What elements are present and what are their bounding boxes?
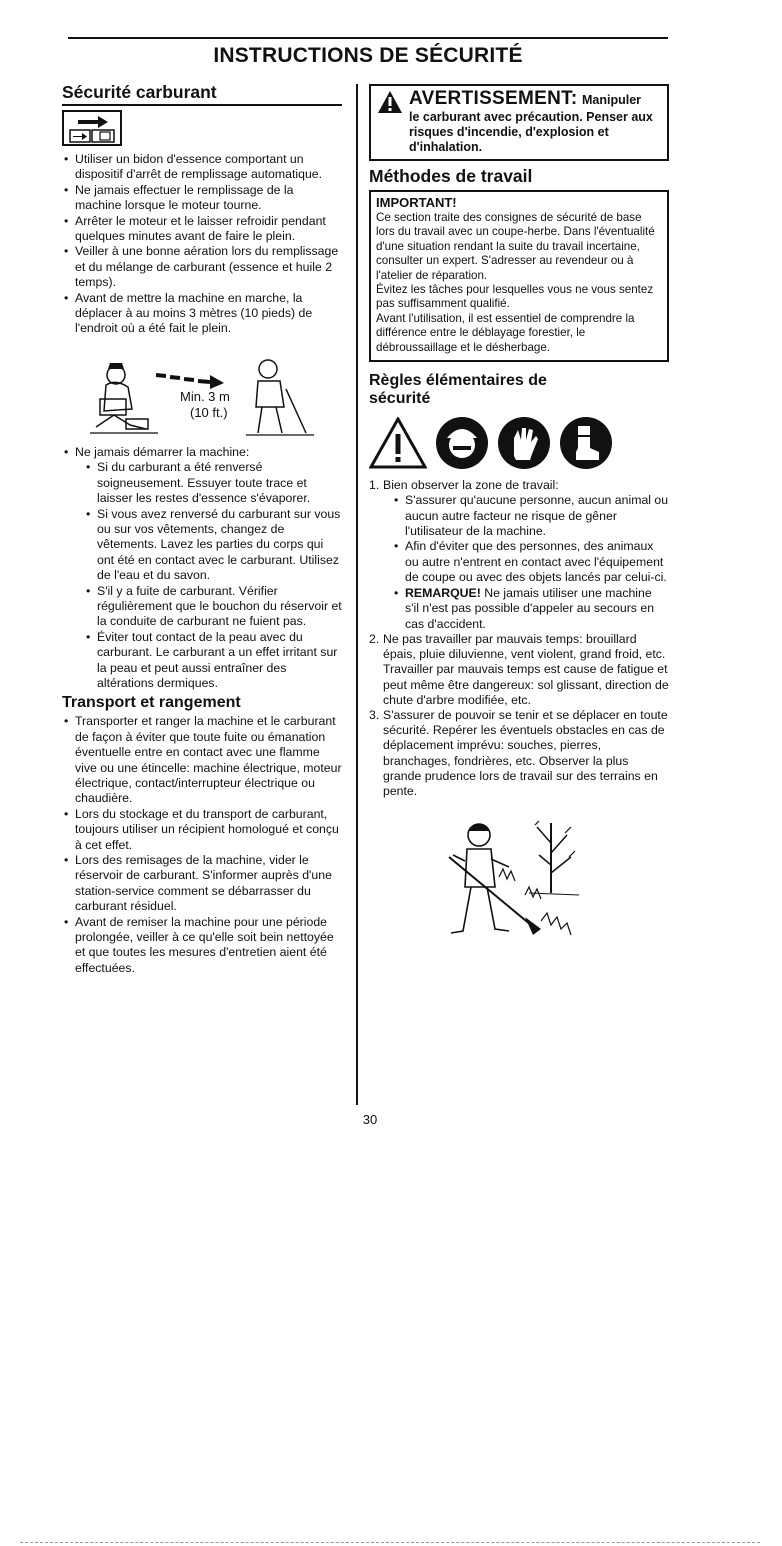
start-bullet-list — [62, 445, 342, 692]
list-item: • Afin d'éviter que des personnes, des animaux ou autre n'entrent en contact avec l'équipement de coupe ou avec des objets lancés par celui-ci. — [393, 539, 669, 585]
rules-list — [369, 478, 669, 799]
rule1-sub-list — [383, 493, 669, 632]
methods-title: Méthodes de travail — [369, 166, 533, 186]
rule-text: S'assurer de pouvoir se tenir et se déplacer en toute sécurité. Repérer les éventuels obstacles en cas de déplacement imprévu: souches, pierres, branchages, fondrières, etc. Observer la plus grande prudence lors de travail sur des terrains en pente. — [383, 707, 668, 798]
trimmer-operator-illustration — [429, 813, 589, 943]
page-title: INSTRUCTIONS DE SÉCURITÉ — [213, 44, 523, 67]
note-label: REMARQUE! — [405, 585, 481, 600]
list-item: • Si du carburant a été renversé soigneusement. Essuyer toute trace et laisser les restes d'essence s'évaporer. — [85, 460, 342, 506]
warning-label: AVERTISSEMENT: — [409, 88, 578, 109]
warning-triangle-icon — [369, 417, 427, 469]
safety-icon-row — [369, 416, 669, 470]
left-column — [62, 82, 342, 976]
transport-bullet-list — [62, 714, 342, 976]
page-header — [68, 37, 668, 68]
important-paragraph: Évitez les tâches pour lesquelles vous ne vous sentez pas suffisamment qualifié. — [376, 283, 654, 311]
rule-text: Ne pas travailler par mauvais temps: brouillard épais, pluie diluvienne, vent violent, grand froid, etc. Travailler par mauvais temps est cause de fatigue et peut même être dangereux: sol glissant, direction de chute d'arbre modifiée, etc. — [383, 631, 669, 707]
list-item: • Utiliser un bidon d'essence comportant un dispositif d'arrêt de remplissage automatique. — [62, 152, 342, 183]
list-item: • Éviter tout contact de la peau avec du carburant. Le carburant a un effet irritant sur la peau et peut aussi entraîner des altérations dermiques. — [85, 630, 342, 692]
list-item — [62, 445, 342, 692]
fuel-nozzle-icon — [62, 110, 122, 146]
boots-protection-icon — [559, 416, 613, 470]
list-item: 1. Bien observer la zone de travail: • S'assurer qu'aucune personne, aucun animal ou aucun autre facteur ne risque de gêner l'utilisateur de la machine. • Afin d'éviter que des personnes, des animaux ou autre n'entrent en contact avec l'équipement de coupe ou avec des objets lancés par celui-ci. • REMARQUE! Ne jamais utiliser une machine s'il n'est pas possible d'appeler au secours en cas d'accident. — [369, 478, 669, 632]
list-item: • Transporter et ranger la machine et le carburant de façon à éviter que toute fuite ou émanation éventuelle entre en contact avec une flamme vive ou une étincelle: machine électrique, moteur électrique, contact/interrupteur électrique ou chaudière. — [62, 714, 342, 806]
list-item: • S'il y a fuite de carburant. Vérifier régulièrement que le bouchon du réservoir et la conduite de carburant ne fuient pas. — [85, 584, 342, 630]
list-item: • S'assurer qu'aucune personne, aucun animal ou aucun autre facteur ne risque de gêner l'utilisateur de la machine. — [393, 493, 669, 539]
list-item: • Avant de remiser la machine pour une période prolongée, veiller à ce qu'elle soit bein nettoyée et que toutes les mesures d'entretien aient été effectuées. — [62, 915, 342, 977]
warning-tail: Manipuler — [581, 93, 642, 107]
list-item: • Si vous avez renversé du carburant sur vous ou sur vos vêtements, changez de vêtements. Lavez les parties du corps qui ont été en contact avec le carburant. Utilisez de l'eau et du savon. — [85, 507, 342, 584]
fig-min-label: Min. 3 m — [180, 388, 230, 404]
helmet-protection-icon — [435, 416, 489, 470]
fuel-safety-title: Sécurité carburant — [62, 82, 342, 106]
list-item: • Lors des remisages de la machine, vider le réservoir de carburant. S'informer auprès d'une station-service comment se débarrasser du carburant résiduel. — [62, 853, 342, 915]
rules-title: Règles élémentaires de sécurité — [369, 372, 547, 408]
list-item: • Avant de mettre la machine en marche, la déplacer à au moins 3 mètres (10 pieds) de l'endroit où a été fait le plein. — [62, 291, 342, 337]
list-item: • Lors du stockage et du transport de carburant, toujours utiliser un récipient homologué et conçu à cet effet. — [62, 807, 342, 853]
note-text: Ne jamais utiliser une machine s'il n'est pas possible d'appeler au secours en cas d'accident. — [405, 585, 655, 631]
list-item — [393, 586, 669, 632]
start-intro: Ne jamais démarrer la machine: — [75, 444, 250, 459]
list-item: • Arrêter le moteur et le laisser refroidir pendant quelques minutes avant de faire le plein. — [62, 214, 342, 245]
important-box — [369, 190, 669, 362]
warning-box — [369, 84, 669, 161]
column-divider — [356, 84, 358, 1105]
fig-ft-label: (10 ft.) — [190, 404, 228, 420]
important-title: IMPORTANT! — [376, 195, 457, 210]
list-item: 3. S'assurer de pouvoir se tenir et se déplacer en toute sécurité. Repérer les éventuels obstacles en cas de déplacement imprévu: souches, pierres, branchages, fondrières, etc. Observer la plus grande prudence lors de travail sur des terrains en pente. — [369, 707, 668, 798]
list-item: 2. Ne pas travailler par mauvais temps: brouillard épais, pluie diluvienne, vent violent, grand froid, etc. Travailler par mauvais temps est cause de fatigue et peut même être dangereux: sol glissant, direction de chute d'arbre modifiée, etc. — [369, 631, 669, 707]
list-item: • Ne jamais effectuer le remplissage de la machine lorsque le moteur tourne. — [62, 183, 342, 214]
rule-text: Bien observer la zone de travail: — [383, 478, 559, 493]
right-column — [369, 84, 669, 943]
page-number: 30 — [362, 1112, 378, 1127]
start-sub-list — [75, 460, 342, 691]
bottom-divider — [20, 1542, 760, 1543]
transport-title: Transport et rangement — [62, 694, 241, 712]
important-paragraph: Ce section traite des consignes de sécurité de base lors du travail avec un coupe-herbe. Dans l'éventualité d'une situation rendant la suite du travail incertaine, consulter un expert. S'adresser au revendeur ou à l'atelier de réparation. — [376, 211, 655, 282]
warning-triangle-icon — [377, 90, 403, 114]
fuel-bullet-list — [62, 152, 342, 337]
list-item: • Veiller à une bonne aération lors du remplissage et du mélange de carburant (essence et huile 2 temps). — [62, 244, 342, 290]
important-paragraph: Avant l'utilisation, il est essentiel de comprendre la différence entre le déblayage forestier, le débroussaillage et le désherbage. — [376, 311, 635, 354]
warning-text: le carburant avec précaution. Penser aux risques d'incendie, d'explosion et d'inhalation. — [409, 110, 653, 154]
gloves-protection-icon — [497, 416, 551, 470]
refuel-distance-illustration — [86, 349, 316, 441]
